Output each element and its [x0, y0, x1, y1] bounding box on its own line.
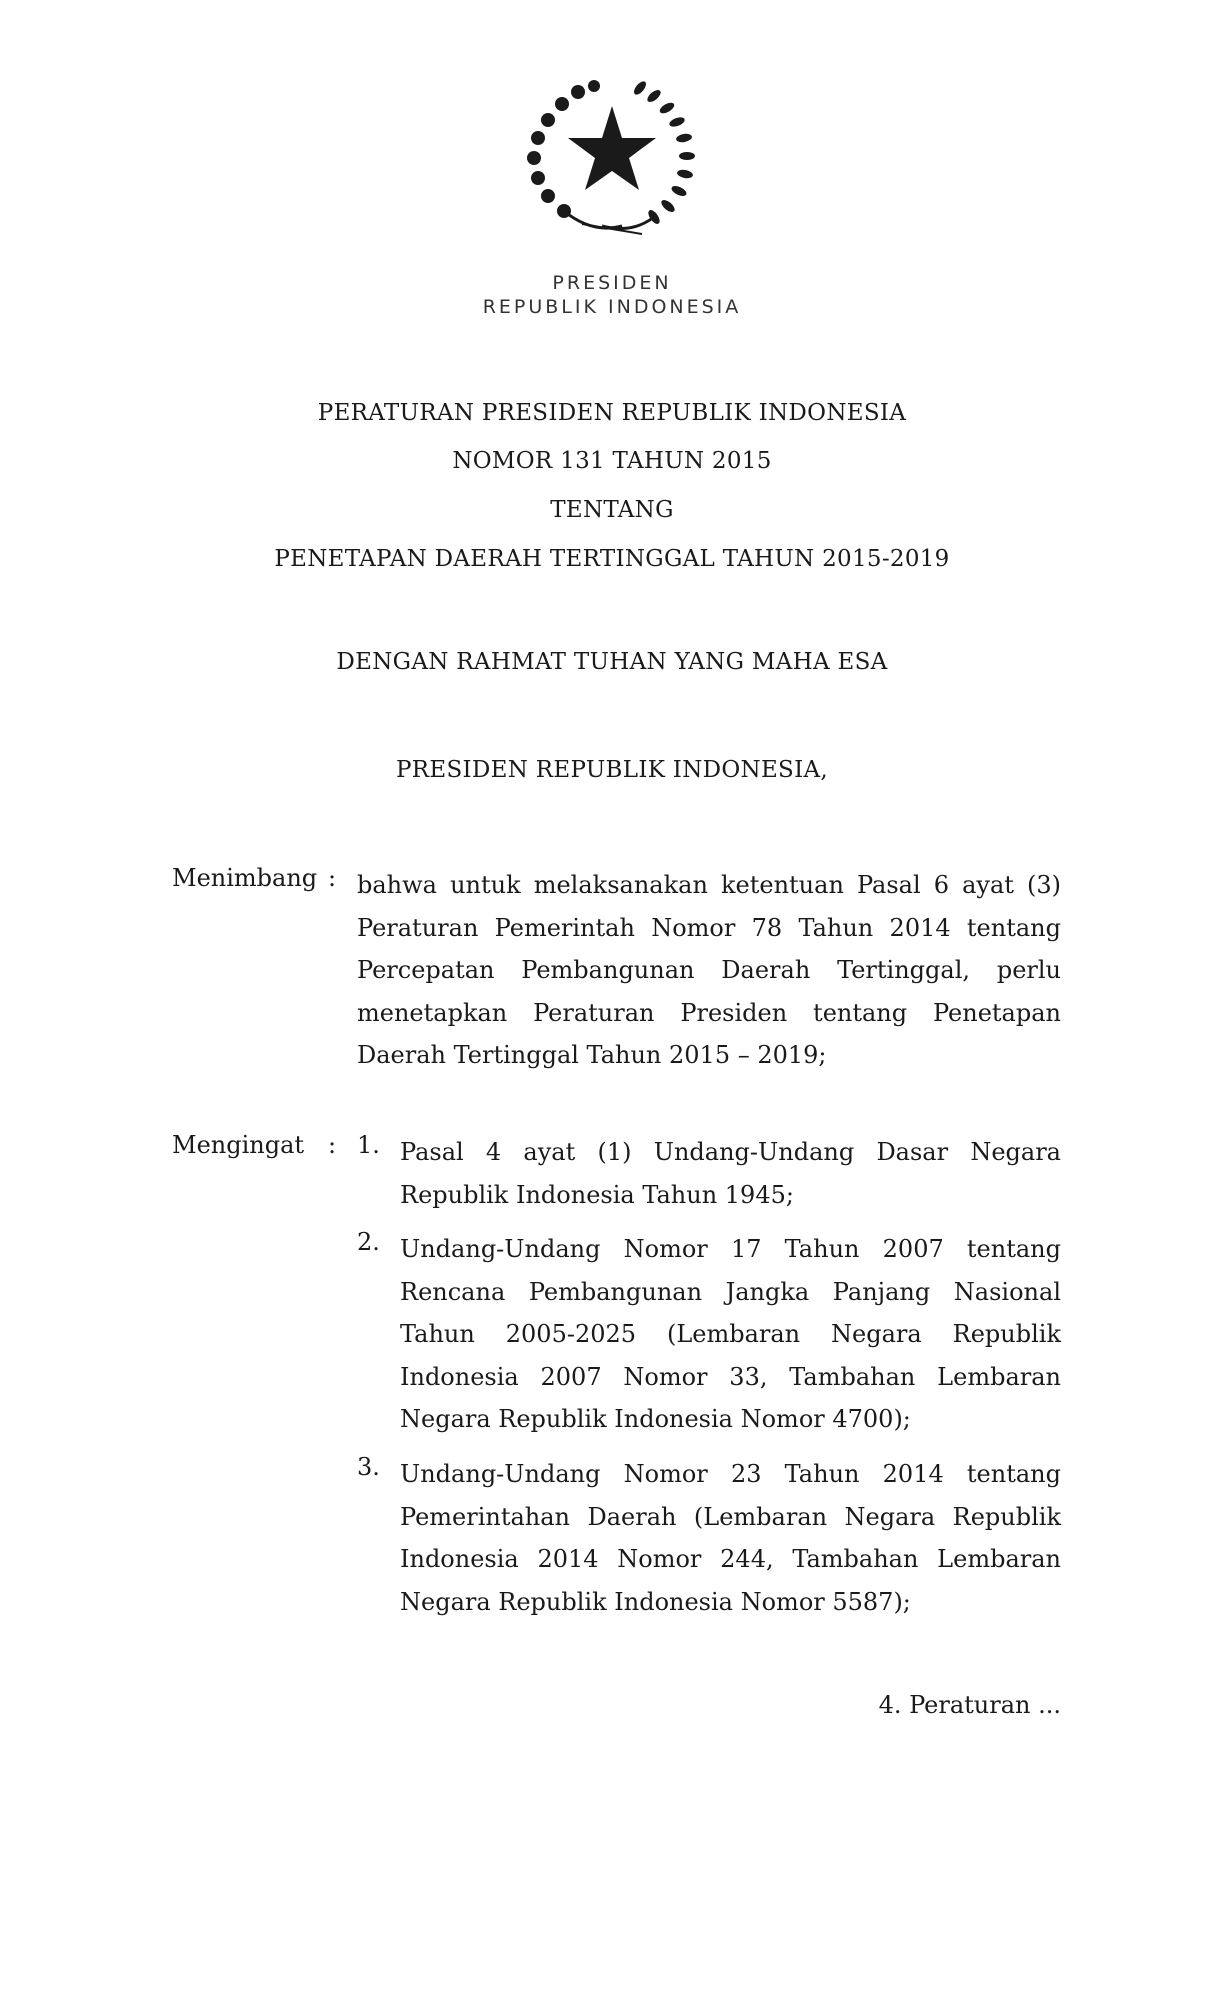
text-line: bahwa untuk melaksanakan ketentuan Pasal 6 ayat (3)	[357, 871, 1061, 899]
considering-label: Menimbang	[172, 864, 318, 892]
recalling-label: Mengingat	[172, 1131, 305, 1159]
considering-text	[357, 864, 1061, 1077]
text-line: Undang-Undang Nomor 17 Tahun 2007 tentang	[400, 1235, 1061, 1263]
text-line: Pemerintahan Daerah (Lembaran Negara Republik	[400, 1502, 1061, 1531]
text-line: Tahun 2005-2025 (Lembaran Negara Republik	[400, 1320, 1061, 1348]
list-item	[400, 1131, 1061, 1216]
list-item	[400, 1453, 1061, 1623]
text-line: menetapkan Peraturan Presiden tentang Penetapan	[357, 998, 1061, 1027]
issuer-line: PRESIDEN REPUBLIK INDONESIA,	[396, 757, 828, 783]
regulation-about-label: TENTANG	[550, 497, 674, 523]
office-line-president: PRESIDEN	[552, 272, 672, 294]
recalling-colon: :	[328, 1131, 337, 1159]
text-line: Pasal 4 ayat (1) Undang-Undang Dasar Negara	[400, 1138, 1061, 1166]
garuda-star-wreath-emblem-icon	[522, 74, 702, 240]
text-line: Negara Republik Indonesia Nomor 4700);	[400, 1405, 911, 1433]
considering-colon: :	[328, 864, 337, 892]
text-line: Percepatan Pembangunan Daerah Tertinggal, perlu	[357, 956, 1061, 984]
text-line: Republik Indonesia Tahun 1945;	[400, 1180, 794, 1209]
list-item	[400, 1228, 1061, 1441]
list-item-number: 2.	[357, 1228, 380, 1256]
text-line: Negara Republik Indonesia Nomor 5587);	[400, 1587, 911, 1616]
office-line-republic: REPUBLIK INDONESIA	[482, 296, 742, 318]
regulation-subject: PENETAPAN DAERAH TERTINGGAL TAHUN 2015-2019	[274, 546, 950, 572]
text-line: Peraturan Pemerintah Nomor 78 Tahun 2014 tentang	[357, 913, 1061, 942]
page-continuation-marker: 4. Peraturan ...	[878, 1691, 1061, 1719]
blessing-line: DENGAN RAHMAT TUHAN YANG MAHA ESA	[336, 649, 888, 675]
text-line: Rencana Pembangunan Jangka Panjang Nasional	[400, 1277, 1061, 1306]
regulation-number: NOMOR 131 TAHUN 2015	[452, 448, 772, 474]
text-line: Indonesia 2014 Nomor 244, Tambahan Lembaran	[400, 1545, 1061, 1573]
regulation-title: PERATURAN PRESIDEN REPUBLIK INDONESIA	[317, 400, 907, 426]
text-line: Daerah Tertinggal Tahun 2015 – 2019;	[357, 1041, 827, 1069]
list-item-number: 1.	[357, 1131, 380, 1159]
list-item-number: 3.	[357, 1453, 380, 1481]
text-line: Undang-Undang Nomor 23 Tahun 2014 tentang	[400, 1460, 1061, 1488]
text-line: Indonesia 2007 Nomor 33, Tambahan Lembaran	[400, 1362, 1061, 1391]
